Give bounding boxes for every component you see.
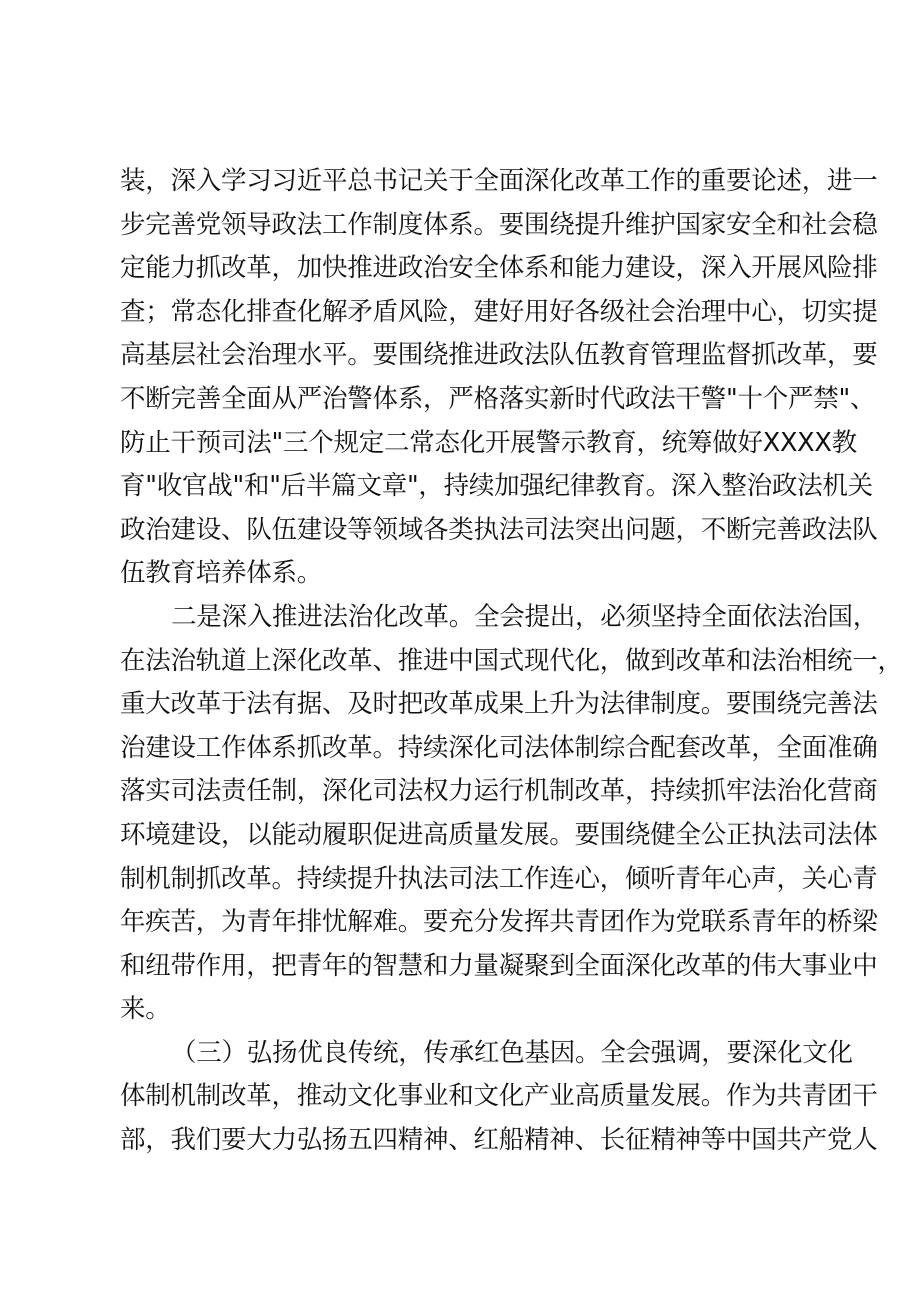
text-line: 体制机制改革，推动文化事业和文化产业高质量发展。作为共青团干 (120, 1081, 878, 1112)
text-line: 伍教育培养体系。 (120, 558, 323, 589)
text-line: 落实司法责任制，深化司法权力运行机制改革，持续抓牢法治化营商 (120, 776, 878, 807)
text-line: 定能力抓改革，加快推进政治安全体系和能力建设，深入开展风险排 (120, 253, 878, 284)
text-line: 高基层社会治理水平。要围绕推进政法队伍教育管理监督抓改革，要 (120, 340, 878, 371)
section-heading-line: （三）弘扬优良传统，传承红色基因。全会强调，要深化文化 (171, 1037, 853, 1068)
paragraph-start-line: 二是深入推进法治化改革。全会提出，必须坚持全面依法治国， (171, 601, 879, 632)
text-line: 在法治轨道上深化改革、推进中国式现代化，做到改革和法治相统一， (120, 645, 903, 676)
text-line: 和纽带作用，把青年的智慧和力量凝聚到全面深化改革的伟大事业中 (120, 950, 878, 981)
text-line: 育"收官战"和"后半篇文章"，持续加强纪律教育。深入整治政法机关 (120, 471, 873, 502)
text-line: 防止干预司法"三个规定二常态化开展警示教育，统筹做好XXXX教 (120, 427, 857, 458)
text-line: 装，深入学习习近平总书记关于全面深化改革工作的重要论述，进一 (120, 166, 878, 196)
text-line: 治建设工作体系抓改革。持续深化司法体制综合配套改革，全面准确 (120, 732, 878, 763)
text-line: 年疾苦，为青年排忧解难。要充分发挥共青团作为党联系青年的桥梁 (120, 907, 878, 938)
text-line: 不断完善全面从严治警体系，严格落实新时代政法干警"十个严禁"、 (120, 383, 876, 414)
text-line: 制机制抓改革。持续提升执法司法工作连心，倾听青年心声，关心青 (120, 863, 878, 894)
text-line: 环境建设，以能动履职促进高质量发展。要围绕健全公正执法司法体 (120, 819, 878, 850)
text-line: 部，我们要大力弘扬五四精神、红船精神、长征精神等中国共产党人 (120, 1125, 878, 1156)
text-line: 重大改革于法有据、及时把改革成果上升为法律制度。要围绕完善法 (120, 689, 878, 720)
text-line: 步完善党领导政法工作制度体系。要围绕提升维护国家安全和社会稳 (120, 209, 878, 240)
body-text (120, 160, 903, 1163)
text-line: 查；常态化排查化解矛盾风险，建好用好各级社会治理中心，切实提 (120, 296, 878, 327)
text-line: 政治建设、队伍建设等领域各类执法司法突出问题，不断完善政法队 (120, 514, 878, 545)
text-line: 来。 (120, 994, 171, 1025)
